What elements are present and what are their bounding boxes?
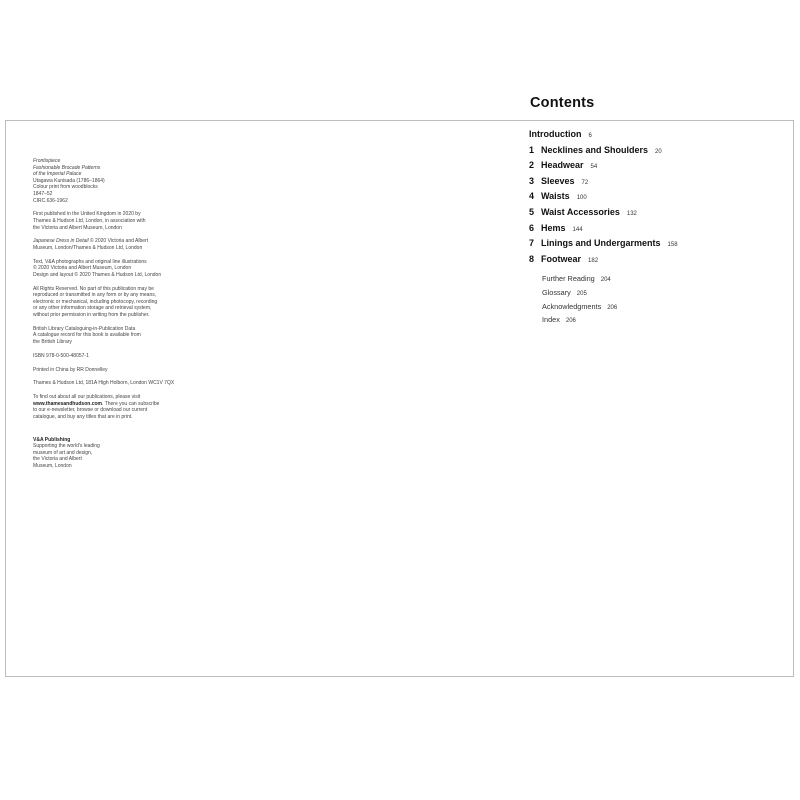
caption-line: 1847–52 <box>33 190 53 197</box>
find-out-notice <box>33 394 203 420</box>
toc-entry-chapter <box>529 206 779 222</box>
toc-label: Waist Accessories <box>541 206 620 217</box>
toc-entry-back-matter <box>542 314 779 328</box>
toc-label: Index <box>542 315 560 325</box>
copyright-text: © 2020 Victoria and Albert <box>88 238 149 245</box>
notice-line: the British Library <box>33 339 72 345</box>
notice-line: All Rights Reserved. No part of this publication may be <box>33 285 154 292</box>
toc-entry-back-matter <box>542 301 779 315</box>
caption-line: Fashionable Brocade Patterns <box>33 164 101 171</box>
toc-label: Further Reading <box>542 274 595 284</box>
website-link[interactable]: www.thamesandhudson.com <box>33 400 102 407</box>
toc-page-number: 20 <box>655 148 662 155</box>
chapter-number: 8 <box>529 253 535 264</box>
toc-entry-back-matter <box>542 287 779 301</box>
chapter-number: 7 <box>529 238 535 249</box>
toc-page-number: 54 <box>590 164 598 171</box>
toc-page-number: 205 <box>576 290 587 297</box>
notice-line: catalogue, and buy any titles that are in print. <box>33 413 133 420</box>
book-title: Japanese Dress in Detail <box>33 238 89 245</box>
caption-line: CIRC.636-1962 <box>33 197 68 204</box>
notice-line: Text, V&A photographs and original line illustrations <box>33 258 147 265</box>
caption-line: of the Imperial Palace <box>33 171 82 178</box>
publisher-name: V&A Publishing <box>33 436 71 443</box>
frontispiece-caption <box>33 158 203 204</box>
toc-page-number: 158 <box>667 242 678 249</box>
toc-label: Headwear <box>541 160 584 171</box>
book-copyright <box>33 238 203 251</box>
chapter-number: 5 <box>529 206 535 217</box>
toc-label: Necklines and Shoulders <box>541 144 649 155</box>
toc-label: Acknowledgments <box>542 301 602 311</box>
toc-entry-chapter <box>529 175 779 191</box>
toc-page-number: 72 <box>581 179 589 186</box>
chapter-number: 1 <box>529 144 535 155</box>
notice-line: British Library Cataloguing-in-Publication Data <box>33 325 136 332</box>
chapter-number: 6 <box>529 222 535 233</box>
toc-page-number: 6 <box>588 133 592 139</box>
notice-line <box>33 401 203 408</box>
publisher-line: Museum, London <box>33 462 72 469</box>
publisher-address <box>33 380 203 387</box>
toc-label: Footwear <box>541 253 582 264</box>
notice-line: electronic or mechanical, including photocopy, recording <box>33 298 158 305</box>
cip-notice <box>33 326 203 346</box>
notice-line: the Victoria and Albert Museum, London <box>33 224 122 231</box>
notice-text: . There you can subscribe <box>102 400 160 407</box>
toc-label: Introduction <box>529 129 582 139</box>
toc-label: Waists <box>541 191 570 202</box>
toc-page-number: 204 <box>600 277 611 284</box>
notice-line: reproduced or transmitted in any form or by any means, <box>33 292 157 299</box>
rights-notice <box>33 286 203 319</box>
toc-page-number: 206 <box>565 318 576 325</box>
notice-line: To find out about all our publications, please visit <box>33 394 141 401</box>
toc-label: Glossary <box>542 287 571 297</box>
contents-title: Contents <box>530 95 595 111</box>
notice-line: without prior permission in writing from the publisher. <box>33 312 150 319</box>
notice-line: Printed in China by RR Donnelley <box>33 366 108 373</box>
notice-line: Thames & Hudson Ltd, London, in association with <box>33 217 146 224</box>
toc-label: Hems <box>541 222 566 233</box>
toc-page-number: 100 <box>576 195 587 202</box>
toc-entry-introduction <box>529 128 779 144</box>
publisher-line: the Victoria and Albert <box>33 456 82 463</box>
notice-line: Design and layout © 2020 Thames & Hudson Ltd, London <box>33 271 162 278</box>
isbn <box>33 353 203 360</box>
text-copyright <box>33 259 203 279</box>
toc-entry-chapter <box>529 253 779 269</box>
toc-entry-chapter <box>529 237 779 253</box>
printed-notice <box>33 367 203 374</box>
chapter-number: 2 <box>529 160 535 171</box>
toc-label: Linings and Undergarments <box>541 238 661 249</box>
notice-line: First published in the United Kingdom in 2020 by <box>33 211 141 218</box>
toc-page-number: 182 <box>588 257 599 264</box>
chapter-number: 4 <box>529 191 535 202</box>
notice-line: or any other information storage and retrieval system, <box>33 305 152 312</box>
publisher-line: museum of art and design, <box>33 449 93 456</box>
address-line: Thames & Hudson Ltd, 181A High Holborn, London WC1V 7QX <box>33 380 175 387</box>
notice-line: A catalogue record for this book is available from <box>33 332 141 339</box>
toc-entry-back-matter <box>542 273 779 287</box>
toc-page-number: 206 <box>607 304 618 311</box>
back-matter-list <box>529 273 779 327</box>
toc-label: Sleeves <box>541 175 575 186</box>
copyright-page <box>33 158 203 477</box>
isbn-line: ISBN 978-0-500-48057-1 <box>33 352 89 359</box>
va-publishing-block <box>33 437 203 470</box>
notice-line: Museum, London/Thames & Hudson Ltd, London <box>33 244 143 251</box>
publisher-line: Supporting the world's leading <box>33 443 100 450</box>
toc-page-number: 144 <box>572 226 583 233</box>
notice-line <box>33 238 203 245</box>
toc-page-number: 132 <box>626 210 637 217</box>
notice-line: to our e-newsletter, browse or download our current <box>33 407 148 414</box>
caption-line: Colour print from woodblocks <box>33 184 98 191</box>
chapter-number: 3 <box>529 175 535 186</box>
toc-entry-chapter <box>529 222 779 238</box>
notice-line: © 2020 Victoria and Albert Museum, London <box>33 265 132 272</box>
toc-entry-chapter <box>529 159 779 175</box>
caption-line: Utagawa Kunisada (1786–1864) <box>33 177 105 184</box>
contents-page <box>529 95 779 328</box>
caption-line: Frontispiece <box>33 158 61 164</box>
toc-entry-chapter <box>529 144 779 160</box>
first-published-notice <box>33 211 203 231</box>
toc-entry-chapter <box>529 190 779 206</box>
